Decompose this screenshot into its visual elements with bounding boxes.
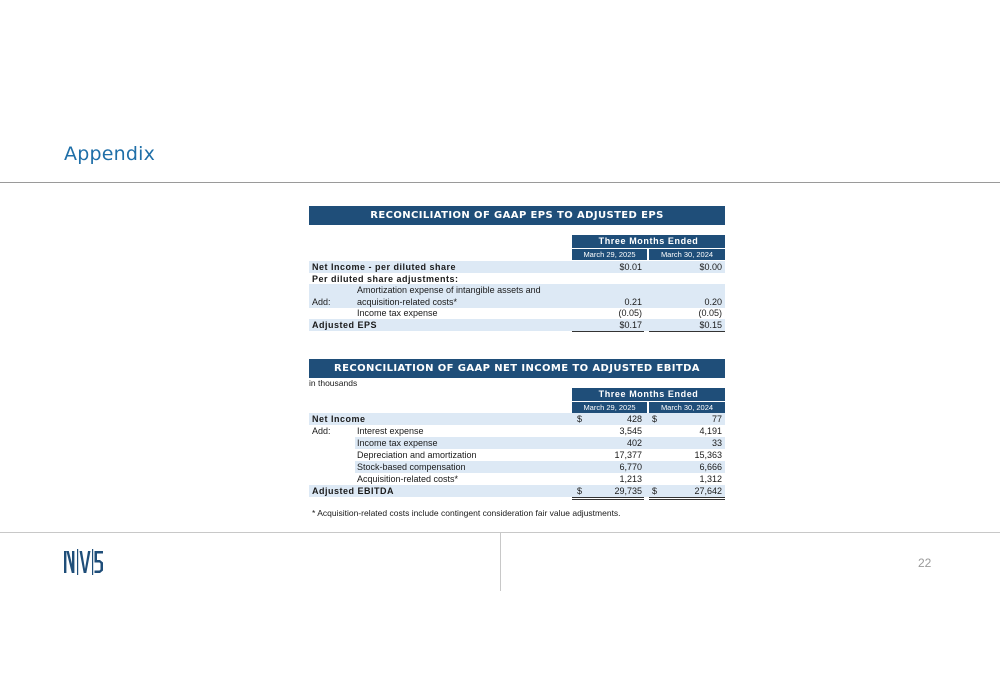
ebitda-2025-total-rule: [572, 497, 644, 500]
table-row: [309, 461, 725, 473]
table-row: [309, 473, 725, 485]
ebitda-row-2024: 6,666: [699, 462, 722, 472]
ebitda-col-2025-header: March 29, 2025: [572, 402, 647, 413]
ebitda-table-title: RECONCILIATION OF GAAP NET INCOME TO ADJUSTED EBITDA: [309, 359, 725, 378]
ebitda-col-2024-header: March 30, 2024: [649, 402, 725, 413]
ebitda-reconciliation-table: [309, 359, 725, 499]
eps-amortization-label-line1: Amortization expense of intangible assets and: [357, 285, 541, 295]
eps-amortization-2025: 0.21: [624, 297, 642, 307]
ebitda-net-income-2025: 428: [626, 414, 642, 424]
eps-period-header: Three Months Ended: [572, 235, 725, 248]
eps-adjusted-2024: $0.15: [699, 320, 722, 330]
ebitda-row-label: Stock-based compensation: [357, 462, 466, 472]
ebitda-adjusted-2025: 29,735: [614, 486, 642, 496]
eps-amortization-row: [309, 284, 725, 308]
ebitda-row-2025: 3,545: [619, 426, 642, 436]
eps-2024-total-rule: [649, 331, 725, 332]
eps-adjusted-row: [309, 319, 725, 331]
ebitda-adjusted-2024-currency: $: [652, 486, 658, 496]
eps-net-income-2025: $0.01: [619, 262, 642, 272]
header-divider: [0, 182, 1000, 183]
ebitda-row-label: Depreciation and amortization: [357, 450, 477, 460]
eps-adjustments-label: Per diluted share adjustments:: [312, 274, 459, 284]
ebitda-column-headers: [572, 402, 725, 413]
table-row: [309, 437, 725, 449]
nv5-logo-mark: [64, 549, 104, 575]
eps-reconciliation-table: [309, 206, 725, 331]
ebitda-net-income-2025-currency: $: [577, 414, 583, 424]
ebitda-net-income-2024: 77: [711, 414, 722, 424]
eps-2025-total-rule: [572, 331, 644, 332]
ebitda-row-2025: 6,770: [619, 462, 642, 472]
eps-adjusted-label: Adjusted EPS: [312, 320, 378, 330]
ebitda-adjusted-row: [309, 485, 725, 497]
ebitda-add-label: Add:: [312, 426, 331, 436]
eps-adjusted-2025: $0.17: [619, 320, 642, 330]
ebitda-row-2025: 1,213: [619, 474, 642, 484]
eps-column-headers: [572, 249, 725, 260]
ebitda-adjusted-label: Adjusted EBITDA: [312, 486, 395, 496]
ebitda-net-income-label: Net Income: [312, 414, 366, 424]
ebitda-row-2024: 15,363: [694, 450, 722, 460]
page-title: Appendix: [64, 143, 156, 165]
ebitda-row-2024: 4,191: [699, 426, 722, 436]
ebitda-net-income-2024-currency: $: [652, 414, 658, 424]
nv5-logo: [64, 549, 104, 580]
ebitda-units-note: in thousands: [309, 378, 358, 388]
ebitda-row-2024: 33: [711, 438, 722, 448]
eps-table-title: RECONCILIATION OF GAAP EPS TO ADJUSTED EPS: [309, 206, 725, 225]
ebitda-row-2024: 1,312: [699, 474, 722, 484]
table-row: [309, 425, 725, 437]
table-row: [309, 449, 725, 461]
ebitda-2024-total-rule: [649, 497, 725, 500]
ebitda-row-2025: 402: [626, 438, 642, 448]
ebitda-row-label: Interest expense: [357, 426, 424, 436]
eps-col-2024-header: March 30, 2024: [649, 249, 725, 260]
eps-col-2025-header: March 29, 2025: [572, 249, 647, 260]
ebitda-adjusted-2024: 27,642: [694, 486, 722, 496]
ebitda-row-label: Acquisition-related costs*: [357, 474, 459, 484]
footnote: * Acquisition-related costs include contingent consideration fair value adjustments.: [312, 508, 621, 518]
footer-vertical-divider: [500, 533, 501, 591]
eps-net-income-row: [309, 261, 725, 273]
eps-amortization-label-line2: acquisition-related costs*: [357, 297, 458, 307]
ebitda-net-income-row: [309, 413, 725, 425]
eps-net-income-label: Net Income - per diluted share: [312, 262, 457, 272]
eps-net-income-2024: $0.00: [699, 262, 722, 272]
eps-tax-2025: (0.05): [618, 308, 642, 318]
ebitda-adjusted-2025-currency: $: [577, 486, 583, 496]
eps-tax-row: [309, 307, 725, 319]
ebitda-period-header: Three Months Ended: [572, 388, 725, 401]
eps-amortization-2024: 0.20: [704, 297, 722, 307]
eps-tax-label: Income tax expense: [357, 308, 438, 318]
eps-add-label: Add:: [312, 297, 331, 307]
ebitda-row-label: Income tax expense: [357, 438, 438, 448]
page-number: 22: [918, 556, 932, 570]
eps-tax-2024: (0.05): [698, 308, 722, 318]
ebitda-row-2025: 17,377: [614, 450, 642, 460]
